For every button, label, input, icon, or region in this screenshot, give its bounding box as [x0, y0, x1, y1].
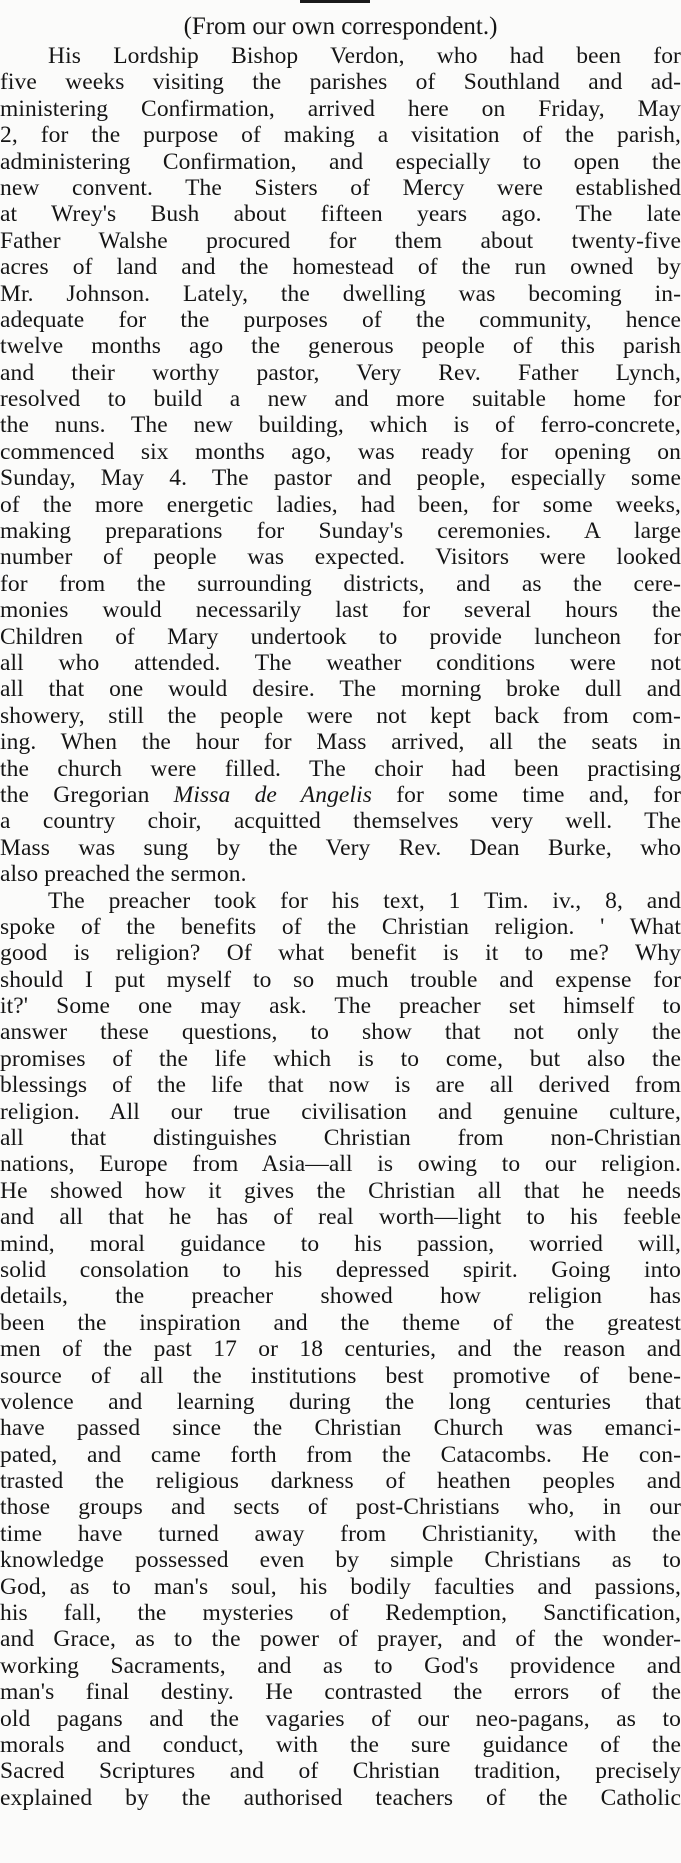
paragraph-1: [0, 43, 681, 888]
text-line: volence and learning during the long centuries that: [0, 1388, 681, 1415]
article-column: [0, 43, 681, 1811]
text-line: monies would necessarily last for several hours the: [0, 597, 681, 624]
text-line: been the inspiration and the theme of the greatest: [0, 1309, 681, 1336]
text-line: the nuns. The new building, which is of ferro-concrete,: [0, 412, 681, 439]
text-line: Children of Mary undertook to provide luncheon for: [0, 623, 681, 650]
text-line: commenced six months ago, was ready for opening on: [0, 438, 681, 465]
text-line: a country choir, acquitted themselves very well. The: [0, 808, 681, 835]
text-line: spoke of the benefits of the Christian religion. ' What: [0, 913, 681, 940]
italic-title: Missa de Angelis: [173, 781, 372, 808]
paragraph-2: [0, 888, 681, 1812]
text-line: man's final destiny. He contrasted the errors of the: [0, 1679, 681, 1706]
text-line: pated, and came forth from the Catacombs. He con-: [0, 1441, 681, 1468]
text-line: and Grace, as to the power of prayer, and of the wonder-: [0, 1626, 681, 1653]
text-line: those groups and sects of post-Christians who, in our: [0, 1494, 681, 1521]
text-line: trasted the religious darkness of heathen peoples and: [0, 1468, 681, 1495]
text-line: His Lordship Bishop Verdon, who had been for: [48, 43, 681, 69]
text-line: good is religion? Of what benefit is it to me? Why: [0, 940, 681, 967]
text-line: acres of land and the homestead of the run owned by: [0, 254, 681, 281]
text-line: old pagans and the vagaries of our neo-pagans, as to: [0, 1705, 681, 1732]
text-line: Mass was sung by the Very Rev. Dean Burke, who: [0, 834, 681, 861]
text-line: answer these questions, to show that not only the: [0, 1019, 681, 1046]
text-line: promises of the life which is to come, but also the: [0, 1045, 681, 1072]
text-line: his fall, the mysteries of Redemption, Sanctification,: [0, 1600, 681, 1627]
text-line: and their worthy pastor, Very Rev. Father Lynch,: [0, 359, 681, 386]
text-line: twelve months ago the generous people of this parish: [0, 333, 681, 360]
text-line: The preacher took for his text, 1 Tim. iv., 8, and: [48, 887, 681, 914]
text-line: morals and conduct, with the sure guidance of the: [0, 1732, 681, 1758]
text-line: blessings of the life that now is are all derived from: [0, 1072, 681, 1099]
text-line: religion. All our true civilisation and genuine culture,: [0, 1098, 681, 1125]
text-line: for from the surrounding districts, and as the cere-: [0, 570, 681, 597]
byline: (From our own correspondent.): [183, 13, 498, 40]
text-line: adequate for the purposes of the community, hence: [0, 306, 681, 333]
text-line: men of the past 17 or 18 centuries, and the reason and: [0, 1336, 681, 1363]
text-line: the church were filled. The choir had been practising: [0, 755, 681, 782]
text-line: explained by the authorised teachers of the Catholic: [0, 1784, 681, 1811]
text-line: God, as to man's soul, his bodily faculties and passions,: [0, 1573, 681, 1600]
text-line-with-italic: [0, 782, 681, 808]
text-line: five weeks visiting the parishes of Southland and ad-: [0, 69, 681, 96]
text-line: Sacred Scriptures and of Christian tradition, precisely: [0, 1758, 681, 1785]
text-line: source of all the institutions best promotive of bene-: [0, 1362, 681, 1389]
section-rule: [300, 0, 370, 3]
text-line: details, the preacher showed how religion has: [0, 1283, 681, 1310]
text-line: showery, still the people were not kept back from com-: [0, 702, 681, 729]
text-line: nations, Europe from Asia—all is owing to our religion.: [0, 1151, 681, 1178]
text-line: all who attended. The weather conditions were not: [0, 649, 681, 676]
text-segment: the Gregorian: [0, 781, 174, 808]
text-line: and all that he has of real worth—light to his feeble: [0, 1204, 681, 1231]
text-line: it?' Some one may ask. The preacher set himself to: [0, 993, 681, 1020]
text-segment: for some time and, for: [371, 781, 681, 808]
text-line: of the more energetic ladies, had been, for some weeks,: [0, 491, 681, 518]
text-line: administering Confirmation, and especially to open the: [0, 148, 681, 175]
text-line: making preparations for Sunday's ceremonies. A large: [0, 518, 681, 545]
text-line: all that one would desire. The morning broke dull and: [0, 676, 681, 703]
text-line: new convent. The Sisters of Mercy were established: [0, 174, 681, 201]
text-line: also preached the sermon.: [0, 861, 247, 888]
text-line: solid consolation to his depressed spirit. Going into: [0, 1256, 681, 1283]
text-line: number of people was expected. Visitors were looked: [0, 544, 681, 571]
text-line: time have turned away from Christianity, with the: [0, 1520, 681, 1547]
text-line: all that distinguishes Christian from non-Christian: [0, 1125, 681, 1152]
text-line: should I put myself to so much trouble and expense for: [0, 966, 681, 993]
text-line: Sunday, May 4. The pastor and people, especially some: [0, 465, 681, 492]
text-line: ing. When the hour for Mass arrived, all the seats in: [0, 729, 681, 756]
text-line: Father Walshe procured for them about twenty-five: [0, 227, 681, 254]
text-line: ministering Confirmation, arrived here on Friday, May: [0, 95, 681, 122]
text-line: resolved to build a new and more suitable home for: [0, 386, 681, 413]
text-line: at Wrey's Bush about fifteen years ago. The late: [0, 201, 681, 228]
text-line: mind, moral guidance to his passion, worried will,: [0, 1230, 681, 1257]
text-line: have passed since the Christian Church was emanci-: [0, 1415, 681, 1442]
text-line: knowledge possessed even by simple Christians as to: [0, 1547, 681, 1574]
text-line: He showed how it gives the Christian all that he needs: [0, 1177, 681, 1204]
text-line: Mr. Johnson. Lately, the dwelling was becoming in-: [0, 280, 681, 307]
text-line: working Sacraments, and as to God's providence and: [0, 1652, 681, 1679]
text-line: 2, for the purpose of making a visitation of the parish,: [0, 122, 681, 149]
